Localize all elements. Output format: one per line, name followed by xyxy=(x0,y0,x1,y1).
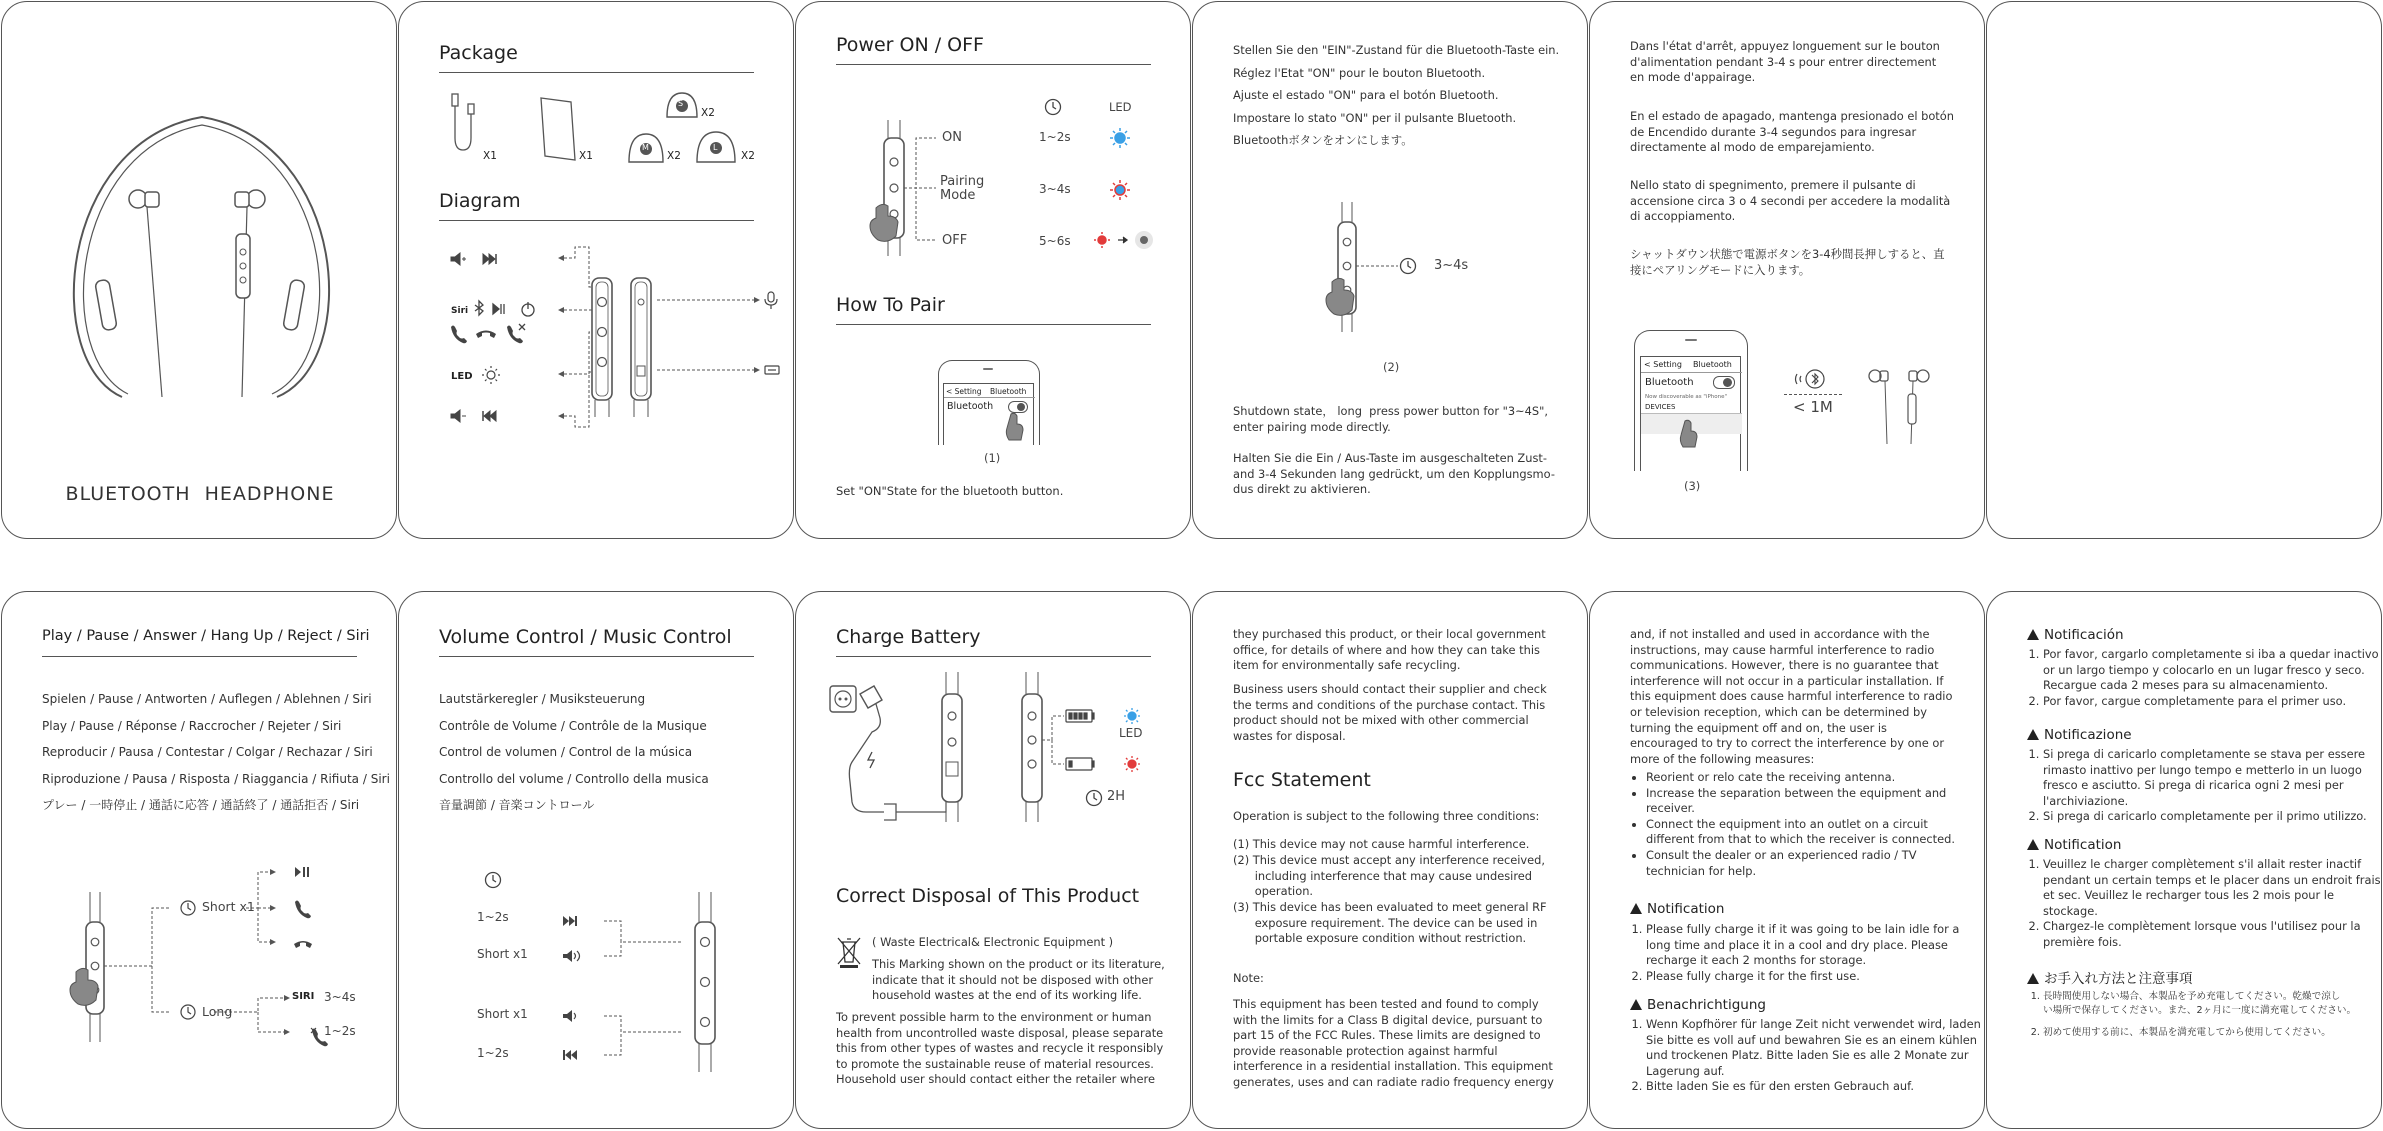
measure-item: • Consult the dealer or an experienced radio / TV technician for help. xyxy=(1646,848,1955,879)
panel-notifications-intl xyxy=(1986,591,2382,1129)
measure-item: • Reorient or relo cate the receiving antenna. xyxy=(1646,770,1955,786)
notification-item: 1. Please fully charge it if it was going to be lain idle for a long time and place it in a cool and dry place. Please recharge it each 2 months for storage. xyxy=(1646,922,1959,969)
phone-devices-label: DEVICES xyxy=(1645,403,1676,411)
panel-cover xyxy=(1,1,397,539)
led-blue-icon xyxy=(1124,708,1140,724)
short-press-label: Short x1 xyxy=(202,899,255,914)
shutdown-pairing-text-en: Shutdown state， long press power button for "3~4S", enter pairing mode directly. xyxy=(1233,404,1549,434)
jp-care-heading xyxy=(2027,967,2193,987)
notificacion-item: 1. Por favor, cargarlo completamente si iba a quedar inactivo or un largo tiempo y colocarlo en un lugar fresco y seco. Recargue cada 2 meses para su almacenamiento. xyxy=(2043,647,2379,694)
phone-illustration xyxy=(1634,330,1748,471)
bluetooth-toggle[interactable] xyxy=(1713,376,1735,389)
volume-translations xyxy=(439,686,709,819)
panel-blank xyxy=(1986,1,2382,539)
jp-care-title: お手入れ方法と注意事項 xyxy=(2044,971,2193,987)
fcc-note-text: This equipment has been tested and found to comply with the limits for a Class B digital device, pursuant to part 15 of the FCC Rules. These limits are designed to provide reasonable protection against harmful interference in a residential installation. This equipment generates, uses and can radiate radio frequency energy xyxy=(1233,997,1554,1089)
translation-line: Lautstärkeregler / Musiksteuerung xyxy=(439,692,646,706)
notificacion-title: Notificación xyxy=(2044,627,2124,643)
volume-control-illustration xyxy=(399,892,794,1129)
finger-icon xyxy=(1005,414,1025,440)
measures-list xyxy=(1630,770,1955,879)
phone-setting-link[interactable]: < Setting xyxy=(1644,360,1682,369)
pair-title: How To Pair xyxy=(836,294,945,316)
led-status-icons xyxy=(1096,120,1186,250)
notificacion-heading xyxy=(2027,627,2124,643)
weee-label: ( Waste Electrical& Electronic Equipment ) xyxy=(872,935,1114,949)
pairing-time: 3~4s xyxy=(1039,182,1071,196)
diagram-title: Diagram xyxy=(439,190,521,212)
pairing-text-fr: Dans l'état d'arrêt, appuyez longuement sur le bouton d'alimentation pendant 3-4 s pour entrer directement en mode d'appairage. xyxy=(1630,39,1940,85)
notification-title: Notification xyxy=(1647,901,1725,917)
package-title: Package xyxy=(439,42,518,64)
volume-title: Volume Control / Music Control xyxy=(439,626,732,648)
translation-line: 音量調節 / 音楽コントロール xyxy=(439,798,595,812)
translation-line: プレー / 一時停止 / 通話に応答 / 通話終了 / 通話拒否 / Siri xyxy=(42,798,360,812)
manual-qty: X1 xyxy=(579,150,593,162)
charge-title: Charge Battery xyxy=(836,626,981,648)
jp-care-list xyxy=(2027,990,2356,1040)
business-users-text: Business users should contact their supplier and check the terms and conditions of the purchase contact. This product should not be mixed with other commercial wastes for disposal. xyxy=(1233,682,1547,743)
jp-care-item: 2. 初めて使用する前に、本製品を満充電してから使用してください。 xyxy=(2043,1026,2356,1040)
next-track-icon xyxy=(563,916,577,926)
eartip-l-qty: X2 xyxy=(741,150,755,162)
step-2: (2) xyxy=(1383,360,1400,374)
warning-icon xyxy=(2027,839,2039,850)
volume-down-icon xyxy=(563,1010,576,1022)
phone-bluetooth-tab: Bluetooth xyxy=(990,387,1027,396)
pair-caption: Set "ON"State for the bluetooth button. xyxy=(836,484,1064,498)
cable-qty: X1 xyxy=(483,150,497,162)
mic-icon xyxy=(765,292,777,309)
bluetooth-on-instructions xyxy=(1233,39,1559,152)
recycling-text: they purchased this product, or their local government office, for details of where and how they can take this item for environmentally safe recycling. xyxy=(1233,627,1546,673)
led-red-icon xyxy=(1124,756,1140,772)
phone-bluetooth-label: Bluetooth xyxy=(947,401,994,412)
toggle-knob xyxy=(1017,403,1025,411)
finger-icon xyxy=(1679,421,1701,449)
siri-label: Siri xyxy=(451,306,469,316)
notificazione-list xyxy=(2027,747,2367,825)
instruction-line: Bluetoothボタンをオンにします。 xyxy=(1233,133,1413,147)
play-pause-icon xyxy=(295,867,309,877)
pairing-label: Pairing Mode xyxy=(940,174,985,203)
warning-icon xyxy=(2027,973,2039,984)
phone-speaker xyxy=(1685,339,1697,341)
pairing-time: 3~4s xyxy=(1434,258,1469,273)
divider xyxy=(439,72,754,73)
eartip-m-letter: M xyxy=(642,143,649,152)
volume-down-prev-icons xyxy=(451,410,496,422)
benachrichtigung-item: 2. Bitte laden Sie es für den ersten Gebrauch auf. xyxy=(1646,1079,1981,1095)
led-label: LED xyxy=(451,371,473,382)
warning-icon xyxy=(2027,729,2039,740)
benachrichtigung-title: Benachrichtigung xyxy=(1647,997,1766,1013)
panel-charge-disposal xyxy=(795,591,1191,1129)
reject-time: 1~2s xyxy=(324,1024,356,1038)
fcc-condition: (2) This device must accept any interference received, including interference that may cause undesired operation. xyxy=(1233,853,1546,899)
shutdown-pairing-text-de: Halten Sie die Ein / Aus-Taste im ausgeschalteten Zust- and 3-4 Sekunden lang gedrückt, um den Kopplungsmo- dus direkt zu aktivieren. xyxy=(1233,451,1555,497)
phone-bluetooth-tab: Bluetooth xyxy=(1693,360,1732,369)
note-label: Note: xyxy=(1233,971,1264,985)
phone-bluetooth-label: Bluetooth xyxy=(1645,377,1694,388)
headphone-small-illustration xyxy=(1865,364,1935,454)
toggle-knob xyxy=(1723,378,1732,387)
panel-volume-music xyxy=(398,591,794,1129)
notification-heading xyxy=(1630,901,1724,917)
off-label: OFF xyxy=(942,233,968,248)
translation-line: Controllo del volume / Controllo della musica xyxy=(439,771,709,786)
jp-care-item: 1. 長時間使用しない場合、本製品を予め充電してください。乾燥で涼し い場所で保存してください。また、2ヶ月に一度に満充電してください。 xyxy=(2043,990,2356,1018)
warning-icon xyxy=(1630,903,1642,914)
phone-icon xyxy=(295,901,311,919)
bluetooth-toggle[interactable] xyxy=(1008,401,1028,413)
led-blue-icon xyxy=(1110,128,1130,148)
neckband-headphone-illustration xyxy=(2,2,397,422)
disposal-text: To prevent possible harm to the environment or human health from uncontrolled waste disposal, please separate this from other types of wastes and recycle it responsibly to promote the sustainable reuse of material resources. Household user should contact either the retailer where xyxy=(836,1010,1164,1087)
bluetooth-signal-icon xyxy=(1793,368,1833,390)
distance-line xyxy=(1784,394,1842,395)
pairing-press-illustration xyxy=(1328,202,1448,352)
phone-discoverable-note: Now discoverable as "iPhone" xyxy=(1645,394,1728,400)
call-icons xyxy=(451,324,525,343)
volume-up-icon xyxy=(563,950,580,962)
panel-power-pair xyxy=(795,1,1191,539)
notification-fr-title: Notification xyxy=(2044,837,2122,853)
led-red-off-icon xyxy=(1094,232,1110,248)
instruction-line: Réglez l'Etat "ON" pour le bouton Bluetooth. xyxy=(1233,65,1486,80)
led-icon xyxy=(482,366,500,384)
panel-pairing-text-1 xyxy=(1192,1,1588,539)
notification-fr-list xyxy=(2027,857,2381,951)
fcc-condition: (1) This device may not cause harmful interference. xyxy=(1233,837,1530,851)
notificazione-heading xyxy=(2027,727,2132,743)
usb-cable-icon xyxy=(449,94,489,154)
phone-setting-link[interactable]: < Setting xyxy=(946,387,982,396)
battery-low-icon xyxy=(1066,758,1094,770)
interference-text: and, if not installed and used in accordance with the instructions, may cause harmful interference to radio communications. However, there is no guarantee that interference will not occur in a particular installation. If this equipment does cause harmful interference to radio or television reception, which can be determined by turning the equipment off and on, the user is encouraged to try to correct the interference by one or more of the following measures: xyxy=(1630,627,1953,766)
on-time: 1~2s xyxy=(1039,130,1071,144)
notificazione-title: Notificazione xyxy=(2044,727,2132,743)
divider xyxy=(439,220,754,221)
play-pause-translations xyxy=(42,686,390,819)
notificacion-list xyxy=(2027,647,2379,709)
benachrichtigung-item: 1. Wenn Kopfhörer für lange Zeit nicht verwendet wird, laden Sie bitte es voll auf und bewahren Sie es an einem kühlen und trockenen Platz. Bitte laden Sie es alle 2 Monate zur Lagerung auf. xyxy=(1646,1017,1981,1079)
notificazione-item: 2. Si prega di caricarlo completamente per il primo utilizzo. xyxy=(2043,809,2367,825)
manual-icon xyxy=(539,98,579,162)
divider xyxy=(439,656,754,657)
led-blue-red-icon xyxy=(1110,180,1130,200)
divider xyxy=(1641,372,1742,373)
step-3: (3) xyxy=(1684,479,1701,493)
distance-label: < 1M xyxy=(1793,398,1833,416)
fcc-condition: (3) This device has been evaluated to meet general RF exposure requirement. The device can be used in portable exposure condition without restriction. xyxy=(1233,900,1547,946)
instruction-line: Impostare lo stato "ON" per il pulsante Bluetooth. xyxy=(1233,110,1517,125)
siri-label: SIRI xyxy=(292,991,315,1002)
panel-fcc xyxy=(1192,591,1588,1129)
clock-icon xyxy=(1044,98,1062,116)
prev-time: 1~2s xyxy=(477,1046,509,1060)
pairing-text-it: Nello stato di spegnimento, premere il pulsante di accensione circa 3 o 4 secondi per accedere la modalità di accoppiamento. xyxy=(1630,178,1951,224)
volume-up-next-icons xyxy=(451,253,496,265)
panel-package-diagram xyxy=(398,1,794,539)
weee-marking-text: This Marking shown on the product or its literature, indicate that it should not be disposed with other household wastes at the end of its working life. xyxy=(872,957,1165,1003)
hang-up-icon xyxy=(294,941,312,948)
divider xyxy=(944,397,1035,398)
charging-illustration xyxy=(796,672,1191,822)
eartip-s-letter: S xyxy=(678,99,684,108)
step-1: (1) xyxy=(984,451,1001,465)
vol-down-press: Short x1 xyxy=(477,1007,528,1021)
instruction-line: Stellen Sie den "EIN"-Zustand für die Bluetooth-Taste ein. xyxy=(1233,43,1560,57)
battery-full-icon xyxy=(1066,710,1094,722)
on-label: ON xyxy=(942,130,962,145)
eartip-l-letter: L xyxy=(713,143,718,152)
next-time: 1~2s xyxy=(477,910,509,924)
notification-fr-item: 1. Veuillez le charger complètement s'il allait rester inactif pendant un certain temps et le placer dans un endroit frais et sec. Veuillez le recharger tous les 2 mois pour le stockage. xyxy=(2043,857,2381,919)
vol-up-press: Short x1 xyxy=(477,947,528,961)
panel-pairing-text-2 xyxy=(1589,1,1985,539)
notification-item: 2. Please fully charge it for the first use. xyxy=(1646,969,1959,985)
translation-line: Play / Pause / Réponse / Raccrocher / Rejeter / Siri xyxy=(42,718,342,733)
phone-speaker xyxy=(983,368,993,370)
prev-track-icon xyxy=(563,1050,577,1060)
panel-fcc-notification xyxy=(1589,591,1985,1129)
phone-illustration xyxy=(938,360,1040,445)
divider xyxy=(836,656,1151,657)
panel-play-pause xyxy=(1,591,397,1129)
weee-bin-icon xyxy=(836,936,862,968)
led-label: LED xyxy=(1119,726,1143,740)
eartip-m-qty: X2 xyxy=(667,150,681,162)
measure-item: • Increase the separation between the equipment and receiver. xyxy=(1646,786,1955,817)
off-time: 5~6s xyxy=(1039,234,1071,248)
measure-item: • Connect the equipment into an outlet on a circuit different from that to which the receiver is connected. xyxy=(1646,817,1955,848)
bluetooth-play-power-icons xyxy=(475,301,534,316)
benachrichtigung-heading xyxy=(1630,997,1766,1013)
warning-icon xyxy=(1630,999,1642,1010)
translation-line: Contrôle de Volume / Contrôle de la Musique xyxy=(439,718,707,733)
pairing-text-jp: シャットダウン状態で電源ボタンを3-4秒間長押しすると、直 接にペアリングモードに入ります。 xyxy=(1630,247,1945,277)
button-diagram xyxy=(399,242,794,492)
divider xyxy=(836,64,1151,65)
translation-line: Riproduzione / Pausa / Risposta / Riaggancia / Rifiuta / Siri xyxy=(42,771,390,786)
notification-fr-item: 2. Chargez-le complètement lorsque vous l'utilisez pour la première fois. xyxy=(2043,919,2381,950)
divider xyxy=(836,324,1151,325)
benachrichtigung-list xyxy=(1630,1017,1981,1095)
power-title: Power ON / OFF xyxy=(836,34,984,56)
notificacion-item: 2. Por favor, cargue completamente para el primer uso. xyxy=(2043,694,2379,710)
charge-time: 2H xyxy=(1107,789,1126,804)
fcc-title: Fcc Statement xyxy=(1233,769,1371,791)
long-press-label: Long xyxy=(202,1004,233,1019)
instruction-line: Ajuste el estado "ON" para el botón Bluetooth. xyxy=(1233,88,1499,102)
divider xyxy=(42,656,357,657)
siri-time: 3~4s xyxy=(324,990,356,1004)
notification-fr-heading xyxy=(2027,837,2121,853)
led-header: LED xyxy=(1109,100,1132,114)
play-pause-title: Play / Pause / Answer / Hang Up / Reject / Siri xyxy=(42,628,370,644)
translation-line: Reproducir / Pausa / Contestar / Colgar / Rechazar / Siri xyxy=(42,745,373,759)
clock-icon xyxy=(484,871,502,889)
pairing-text-es: En el estado de apagado, mantenga presionado el botón de Encendido durante 3-4 segundos para ingresar directamente al modo de emparejamiento. xyxy=(1630,109,1954,155)
notificazione-item: 1. Si prega di caricarlo completamente se stava per essere rimasto inattivo per lungo tempo e metterlo in un luogo fresco e asciutto. Si prega di ricarica ogni 2 mesi per l'archiviazione. xyxy=(2043,747,2367,809)
fcc-intro: Operation is subject to the following three conditions: xyxy=(1233,809,1540,823)
disposal-title: Correct Disposal of This Product xyxy=(836,885,1140,907)
translation-line: Spielen / Pause / Antworten / Auflegen / Ablehnen / Siri xyxy=(42,692,372,706)
warning-icon xyxy=(2027,629,2039,640)
translation-line: Control de volumen / Control de la música xyxy=(439,745,693,759)
product-title: BLUETOOTH HEADPHONE xyxy=(65,483,335,505)
usb-icon xyxy=(765,366,779,374)
eartip-s-qty: X2 xyxy=(701,107,715,119)
notification-list xyxy=(1630,922,1959,984)
